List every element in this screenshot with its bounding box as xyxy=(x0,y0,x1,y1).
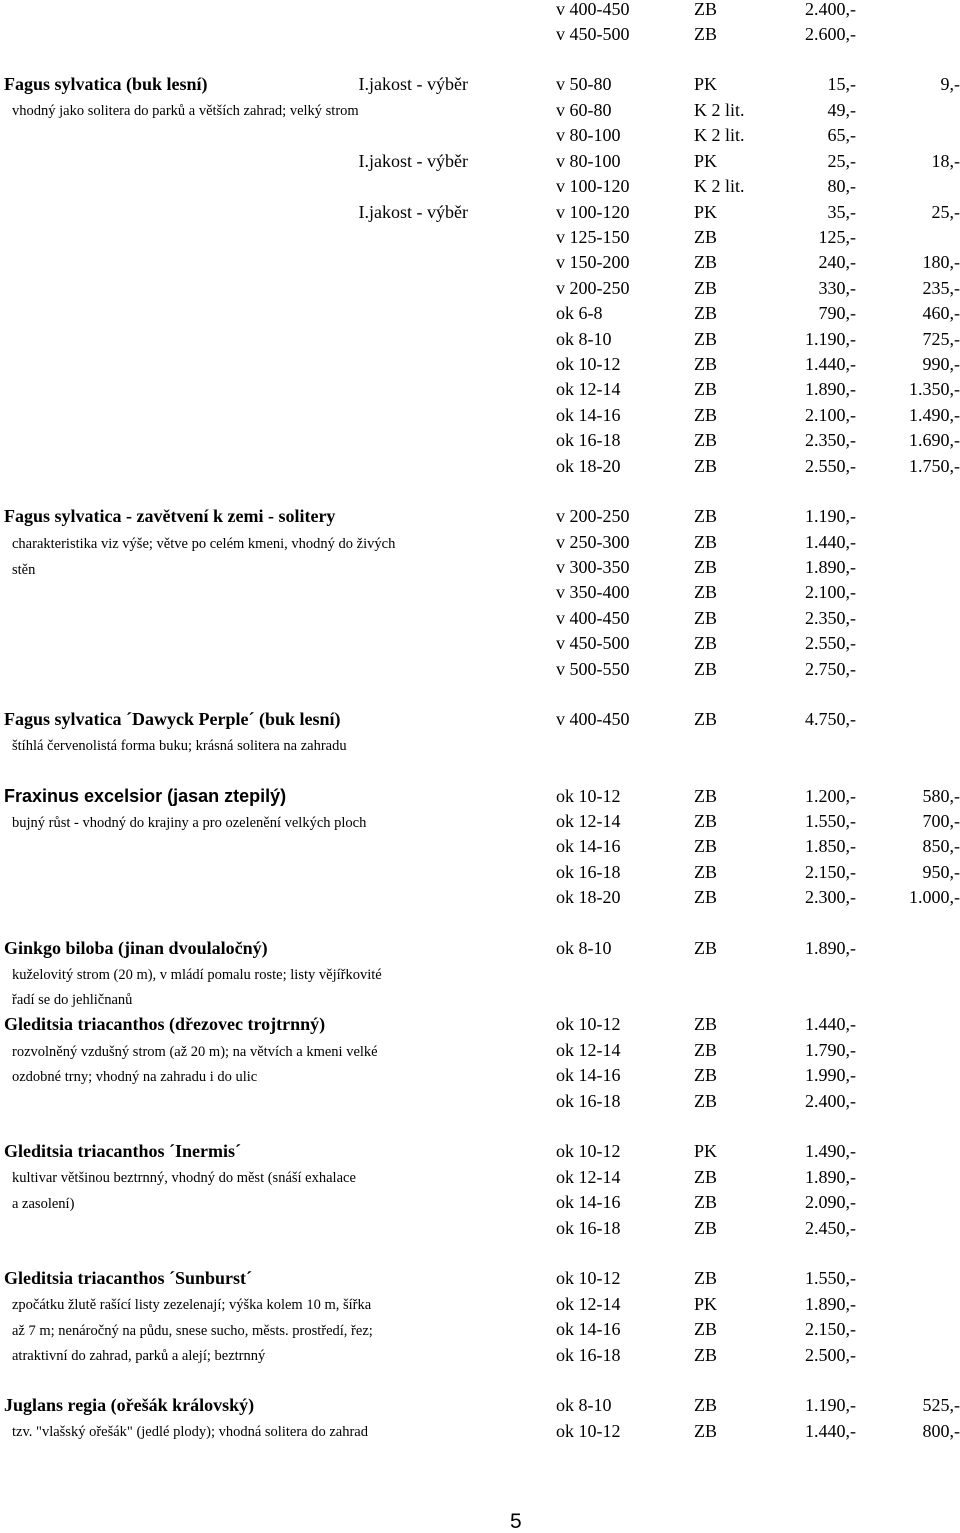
size-cell: ok 12-14 xyxy=(556,380,621,398)
price-cell: 15,- xyxy=(828,75,857,93)
price-cell: 2.400,- xyxy=(805,1092,856,1110)
price-cell: 1.890,- xyxy=(805,1168,856,1186)
price-cell: 1.190,- xyxy=(805,1396,856,1414)
packaging-cell: ZB xyxy=(694,1193,717,1211)
size-cell: ok 8-10 xyxy=(556,330,612,348)
price-cell-wholesale: 460,- xyxy=(923,304,960,322)
packaging-cell: ZB xyxy=(694,634,717,652)
packaging-cell: ZB xyxy=(694,1346,717,1364)
size-cell: ok 10-12 xyxy=(556,787,621,805)
size-cell: ok 16-18 xyxy=(556,1346,621,1364)
price-cell-wholesale: 1.000,- xyxy=(909,888,960,906)
packaging-cell: ZB xyxy=(694,558,717,576)
size-cell: ok 18-20 xyxy=(556,888,621,906)
quality-grade: I.jakost - výběr xyxy=(359,75,468,93)
packaging-cell: ZB xyxy=(694,1066,717,1084)
packaging-cell: PK xyxy=(694,203,717,221)
plant-description: a zasolení) xyxy=(12,1197,74,1212)
price-cell: 1.440,- xyxy=(805,1015,856,1033)
price-cell: 2.100,- xyxy=(805,583,856,601)
packaging-cell: ZB xyxy=(694,609,717,627)
size-cell: v 400-450 xyxy=(556,0,630,18)
price-cell: 1.890,- xyxy=(805,380,856,398)
size-cell: ok 10-12 xyxy=(556,1142,621,1160)
size-cell: v 400-450 xyxy=(556,710,630,728)
packaging-cell: ZB xyxy=(694,406,717,424)
price-cell: 2.350,- xyxy=(805,609,856,627)
packaging-cell: PK xyxy=(694,152,717,170)
size-cell: v 500-550 xyxy=(556,660,630,678)
price-cell-wholesale: 180,- xyxy=(923,253,960,271)
packaging-cell: ZB xyxy=(694,25,717,43)
size-cell: ok 10-12 xyxy=(556,1269,621,1287)
size-cell: v 80-100 xyxy=(556,152,621,170)
packaging-cell: ZB xyxy=(694,431,717,449)
plant-description: charakteristika viz výše; větve po celém kmeni, vhodný do živých xyxy=(12,537,395,552)
packaging-cell: ZB xyxy=(694,330,717,348)
size-cell: v 100-120 xyxy=(556,203,630,221)
price-cell: 2.300,- xyxy=(805,888,856,906)
price-cell: 2.500,- xyxy=(805,1346,856,1364)
price-cell: 1.990,- xyxy=(805,1066,856,1084)
price-cell: 2.550,- xyxy=(805,457,856,475)
plant-description: až 7 m; nenáročný na půdu, snese sucho, městs. prostředí, řez; xyxy=(12,1324,373,1339)
size-cell: v 450-500 xyxy=(556,634,630,652)
price-cell: 1.550,- xyxy=(805,1269,856,1287)
packaging-cell: K 2 lit. xyxy=(694,177,745,195)
packaging-cell: ZB xyxy=(694,457,717,475)
plant-name: Gleditsia triacanthos ´Inermis´ xyxy=(4,1142,241,1160)
plant-description: bujný růst - vhodný do krajiny a pro ozelenění velkých ploch xyxy=(12,816,366,831)
packaging-cell: ZB xyxy=(694,0,717,18)
price-cell: 49,- xyxy=(828,101,857,119)
size-cell: ok 10-12 xyxy=(556,1015,621,1033)
size-cell: ok 6-8 xyxy=(556,304,603,322)
price-cell-wholesale: 850,- xyxy=(923,837,960,855)
size-cell: v 450-500 xyxy=(556,25,630,43)
price-cell: 65,- xyxy=(828,126,857,144)
size-cell: ok 18-20 xyxy=(556,457,621,475)
packaging-cell: ZB xyxy=(694,1269,717,1287)
size-cell: v 50-80 xyxy=(556,75,612,93)
size-cell: ok 16-18 xyxy=(556,431,621,449)
packaging-cell: K 2 lit. xyxy=(694,126,745,144)
price-cell-wholesale: 700,- xyxy=(923,812,960,830)
packaging-cell: ZB xyxy=(694,507,717,525)
quality-grade: I.jakost - výběr xyxy=(359,203,468,221)
price-cell: 1.440,- xyxy=(805,1422,856,1440)
size-cell: ok 10-12 xyxy=(556,1422,621,1440)
size-cell: ok 14-16 xyxy=(556,1066,621,1084)
plant-name: Fagus sylvatica - zavětvení k zemi - solitery xyxy=(4,507,335,525)
price-cell: 1.440,- xyxy=(805,355,856,373)
price-cell: 1.190,- xyxy=(805,507,856,525)
price-cell: 1.490,- xyxy=(805,1142,856,1160)
packaging-cell: ZB xyxy=(694,304,717,322)
packaging-cell: ZB xyxy=(694,253,717,271)
size-cell: v 200-250 xyxy=(556,507,630,525)
price-cell: 1.890,- xyxy=(805,939,856,957)
size-cell: v 250-300 xyxy=(556,533,630,551)
price-cell: 2.750,- xyxy=(805,660,856,678)
packaging-cell: ZB xyxy=(694,837,717,855)
packaging-cell: ZB xyxy=(694,228,717,246)
price-cell: 2.350,- xyxy=(805,431,856,449)
price-cell: 1.190,- xyxy=(805,330,856,348)
packaging-cell: PK xyxy=(694,1295,717,1313)
packaging-cell: ZB xyxy=(694,660,717,678)
packaging-cell: ZB xyxy=(694,1092,717,1110)
packaging-cell: K 2 lit. xyxy=(694,101,745,119)
price-cell-wholesale: 25,- xyxy=(932,203,960,221)
packaging-cell: ZB xyxy=(694,1041,717,1059)
price-cell: 125,- xyxy=(819,228,857,246)
size-cell: ok 14-16 xyxy=(556,837,621,855)
packaging-cell: ZB xyxy=(694,710,717,728)
price-cell: 330,- xyxy=(819,279,857,297)
plant-description: stěn xyxy=(12,563,35,578)
size-cell: v 150-200 xyxy=(556,253,630,271)
size-cell: ok 16-18 xyxy=(556,1092,621,1110)
price-cell: 4.750,- xyxy=(805,710,856,728)
price-cell: 2.100,- xyxy=(805,406,856,424)
price-cell: 1.890,- xyxy=(805,1295,856,1313)
packaging-cell: ZB xyxy=(694,355,717,373)
price-cell: 2.150,- xyxy=(805,1320,856,1338)
packaging-cell: ZB xyxy=(694,939,717,957)
size-cell: ok 16-18 xyxy=(556,863,621,881)
plant-description: štíhlá červenolistá forma buku; krásná solitera na zahradu xyxy=(12,739,347,754)
packaging-cell: ZB xyxy=(694,279,717,297)
price-cell-wholesale: 725,- xyxy=(923,330,960,348)
price-cell: 2.450,- xyxy=(805,1219,856,1237)
plant-description: tzv. "vlašský ořešák" (jedlé plody); vhodná solitera do zahrad xyxy=(12,1425,368,1440)
price-cell: 240,- xyxy=(819,253,857,271)
price-cell-wholesale: 800,- xyxy=(923,1422,960,1440)
packaging-cell: ZB xyxy=(694,1396,717,1414)
price-cell: 2.090,- xyxy=(805,1193,856,1211)
plant-description: atraktivní do zahrad, parků a alejí; beztrnný xyxy=(12,1349,265,1364)
packaging-cell: ZB xyxy=(694,1320,717,1338)
page-number: 5 xyxy=(510,1511,522,1532)
price-cell: 1.850,- xyxy=(805,837,856,855)
packaging-cell: ZB xyxy=(694,1219,717,1237)
plant-description: řadí se do jehličnanů xyxy=(12,993,132,1008)
size-cell: v 200-250 xyxy=(556,279,630,297)
price-cell: 25,- xyxy=(828,152,857,170)
size-cell: v 125-150 xyxy=(556,228,630,246)
plant-name: Ginkgo biloba (jinan dvoulaločný) xyxy=(4,939,268,957)
plant-name: Gleditsia triacanthos (dřezovec trojtrnný) xyxy=(4,1015,325,1033)
size-cell: ok 12-14 xyxy=(556,1041,621,1059)
price-cell: 1.200,- xyxy=(805,787,856,805)
size-cell: ok 12-14 xyxy=(556,1295,621,1313)
packaging-cell: ZB xyxy=(694,1422,717,1440)
price-cell-wholesale: 18,- xyxy=(932,152,960,170)
packaging-cell: PK xyxy=(694,1142,717,1160)
packaging-cell: PK xyxy=(694,75,717,93)
plant-name: Fagus sylvatica (buk lesní) xyxy=(4,75,208,93)
packaging-cell: ZB xyxy=(694,888,717,906)
plant-name: Juglans regia (ořešák královský) xyxy=(4,1396,254,1414)
quality-grade: I.jakost - výběr xyxy=(359,152,468,170)
packaging-cell: ZB xyxy=(694,583,717,601)
price-cell: 35,- xyxy=(828,203,857,221)
size-cell: ok 14-16 xyxy=(556,1193,621,1211)
size-cell: ok 10-12 xyxy=(556,355,621,373)
price-cell: 2.550,- xyxy=(805,634,856,652)
plant-description: ozdobné trny; vhodný na zahradu i do ulic xyxy=(12,1070,257,1085)
size-cell: ok 8-10 xyxy=(556,1396,612,1414)
packaging-cell: ZB xyxy=(694,1168,717,1186)
price-cell-wholesale: 1.350,- xyxy=(909,380,960,398)
price-cell: 1.890,- xyxy=(805,558,856,576)
price-cell-wholesale: 525,- xyxy=(923,1396,960,1414)
size-cell: v 350-400 xyxy=(556,583,630,601)
plant-name: Fraxinus excelsior (jasan ztepilý) xyxy=(4,787,286,805)
price-cell-wholesale: 1.490,- xyxy=(909,406,960,424)
packaging-cell: ZB xyxy=(694,787,717,805)
price-cell: 2.150,- xyxy=(805,863,856,881)
price-cell: 80,- xyxy=(828,177,857,195)
price-cell-wholesale: 9,- xyxy=(941,75,960,93)
price-cell-wholesale: 950,- xyxy=(923,863,960,881)
price-cell: 2.400,- xyxy=(805,0,856,18)
plant-description: kuželovitý strom (20 m), v mládí pomalu roste; listy vějířkovité xyxy=(12,968,382,983)
price-cell-wholesale: 990,- xyxy=(923,355,960,373)
plant-description: rozvolněný vzdušný strom (až 20 m); na větvích a kmeni velké xyxy=(12,1045,378,1060)
size-cell: ok 14-16 xyxy=(556,406,621,424)
size-cell: ok 16-18 xyxy=(556,1219,621,1237)
size-cell: v 400-450 xyxy=(556,609,630,627)
price-cell: 1.440,- xyxy=(805,533,856,551)
size-cell: v 80-100 xyxy=(556,126,621,144)
price-cell-wholesale: 580,- xyxy=(923,787,960,805)
size-cell: ok 12-14 xyxy=(556,812,621,830)
packaging-cell: ZB xyxy=(694,380,717,398)
size-cell: v 300-350 xyxy=(556,558,630,576)
plant-description: vhodný jako solitera do parků a větších zahrad; velký strom xyxy=(12,104,359,119)
price-cell-wholesale: 235,- xyxy=(923,279,960,297)
price-cell: 2.600,- xyxy=(805,25,856,43)
size-cell: ok 14-16 xyxy=(556,1320,621,1338)
plant-description: kultivar většinou beztrnný, vhodný do měst (snáší exhalace xyxy=(12,1171,356,1186)
packaging-cell: ZB xyxy=(694,533,717,551)
size-cell: ok 8-10 xyxy=(556,939,612,957)
size-cell: ok 12-14 xyxy=(556,1168,621,1186)
price-cell: 790,- xyxy=(819,304,857,322)
size-cell: v 60-80 xyxy=(556,101,612,119)
price-cell-wholesale: 1.750,- xyxy=(909,457,960,475)
plant-description: zpočátku žlutě rašící listy zezelenají; výška kolem 10 m, šířka xyxy=(12,1298,371,1313)
plant-name: Gleditsia triacanthos ´Sunburst´ xyxy=(4,1269,252,1287)
plant-name: Fagus sylvatica ´Dawyck Perple´ (buk lesní) xyxy=(4,710,341,728)
packaging-cell: ZB xyxy=(694,1015,717,1033)
price-cell-wholesale: 1.690,- xyxy=(909,431,960,449)
packaging-cell: ZB xyxy=(694,812,717,830)
size-cell: v 100-120 xyxy=(556,177,630,195)
price-cell: 1.790,- xyxy=(805,1041,856,1059)
price-cell: 1.550,- xyxy=(805,812,856,830)
packaging-cell: ZB xyxy=(694,863,717,881)
